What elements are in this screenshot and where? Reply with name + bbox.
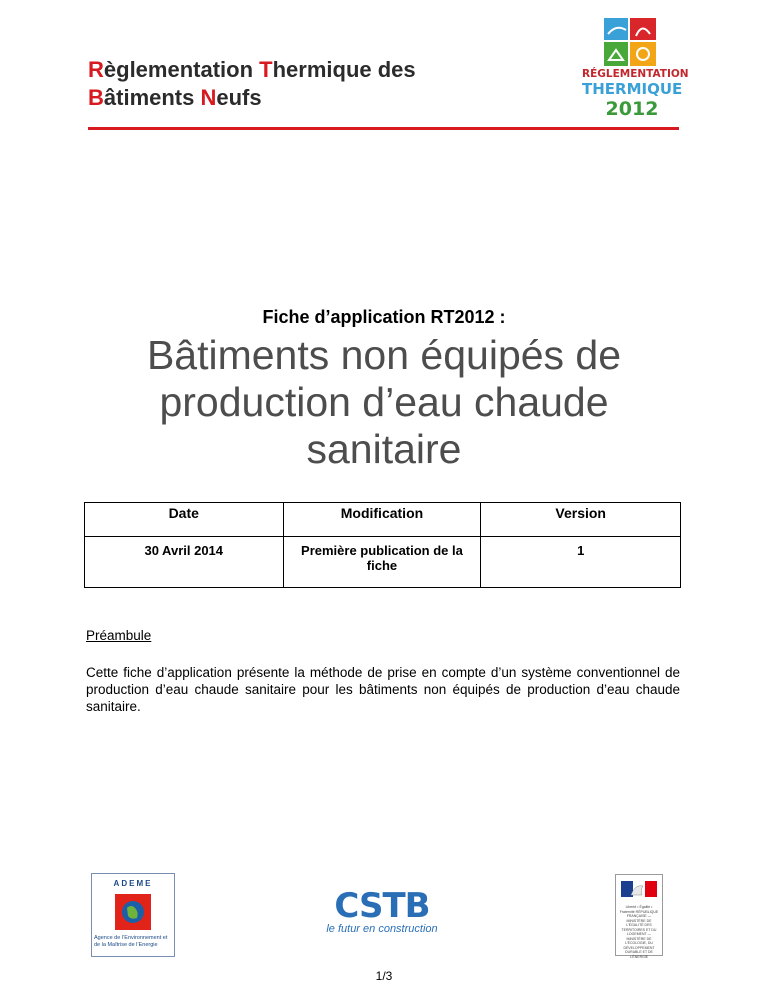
header-divider	[88, 127, 679, 130]
document-title	[84, 332, 684, 473]
page-number: 1/3	[375, 969, 393, 983]
title-initial: T	[259, 57, 273, 82]
rt2012-mosaic-icon	[602, 16, 658, 68]
header-title-line-1	[88, 56, 528, 84]
cstb-logo	[320, 886, 444, 938]
rt2012-logo-line1: RÉGLEMENTATION	[582, 68, 689, 80]
document-title-line: Bâtiments non équipés de	[146, 332, 622, 378]
rt2012-logo	[582, 16, 689, 120]
title-initial: N	[200, 85, 217, 110]
title-text: âtiments	[103, 85, 201, 110]
preamble-heading: Préambule	[86, 628, 152, 643]
title-initial: R	[88, 57, 104, 82]
table-row	[85, 537, 681, 588]
ademe-caption: Agence de l’Environnement et de la Maîtrise de l’Energie	[94, 935, 168, 948]
marianne-flag-icon	[621, 881, 657, 897]
table-header-row	[85, 503, 681, 537]
rt2012-logo-year: 2012	[605, 98, 659, 120]
document-title-line: sanitaire	[306, 426, 462, 472]
ademe-name: ADEME	[113, 879, 153, 888]
document-title-line: production d’eau chaude	[159, 379, 609, 425]
title-text: èglementation	[103, 57, 260, 82]
globe-icon	[115, 894, 151, 930]
cstb-name: CSTB	[334, 886, 430, 926]
header-title	[88, 56, 528, 112]
title-initial: B	[88, 85, 104, 110]
column-header-modification: Modification	[283, 503, 481, 537]
title-text: eufs	[216, 85, 262, 110]
rt2012-logo-line2: THERMIQUE	[582, 80, 683, 98]
ademe-emblem	[115, 894, 151, 930]
cstb-tagline: le futur en construction	[326, 923, 438, 935]
fiche-label: Fiche d’application RT2012 :	[262, 307, 506, 327]
ademe-logo	[91, 873, 175, 957]
column-header-date: Date	[85, 503, 284, 537]
cell-modification-text: Première publication de la fiche	[301, 543, 463, 573]
ministry-logo	[615, 874, 663, 959]
cell-modification	[283, 537, 481, 588]
version-table	[84, 502, 681, 588]
title-text: hermique des	[272, 57, 416, 82]
header-title-line-2	[88, 84, 528, 112]
cell-date: 30 Avril 2014	[85, 537, 284, 588]
cell-version: 1	[481, 537, 681, 588]
ministry-text: Liberté • Égalité • Fraternité RÉPUBLIQUE FRANÇAISE — MINISTÈRE DE L’ÉGALITÉ DES TERRITOIRES ET DU LOGEMENT — MINISTÈRE DE L’ÉCOLOGIE, DU DÉVELOPPEMENT DURABLE ET DE L’ÉNERGIE	[619, 905, 659, 959]
preamble-text: Cette fiche d’application présente la méthode de prise en compte d’un système conventionnel de production d’eau chaude sanitaire pour les bâtiments non équipés de production d’eau chaude sanitaire.	[86, 665, 680, 714]
column-header-version: Version	[481, 503, 681, 537]
